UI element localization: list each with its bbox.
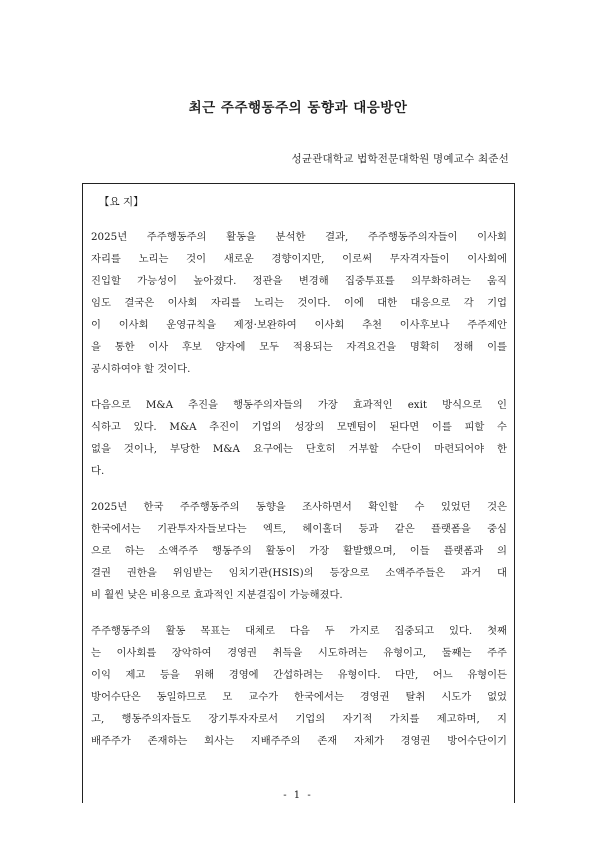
text-line: 이 이사회 운영규칙을 제정·보완하여 이사회 추천 이사후보나 주주제안 bbox=[91, 319, 507, 331]
text-line: 주주행동주의 활동 목표는 대체로 다음 두 가지로 집중되고 있다. 첫째 bbox=[91, 625, 507, 637]
text-line: 결권 권한을 위임받는 임치기관(HSIS)의 등장으로 소액주주들은 과거 대 bbox=[91, 567, 507, 579]
text-line: 자리를 노리는 것이 새로운 경향이지만, 이로써 무자격자들이 이사회에 bbox=[91, 253, 507, 265]
paragraph-1 bbox=[91, 226, 507, 380]
page-number: - 1 - bbox=[283, 790, 313, 801]
summary-paragraphs bbox=[91, 226, 507, 766]
text-line: 으로 하는 소액주주 행동주의 활동이 가장 활발했으며, 이들 플랫폼과 의 bbox=[91, 545, 507, 557]
text-line: 다. bbox=[91, 465, 105, 477]
text-line: 진입할 가능성이 높아졌다. 정관을 변경해 집중투표를 의무화하려는 움직 bbox=[91, 275, 507, 287]
paragraph-3 bbox=[91, 496, 507, 606]
text-line: 방어수단은 동일하므로 모 교수가 한국에서는 경영권 탈취 시도가 없었 bbox=[91, 691, 507, 703]
paragraph-2 bbox=[91, 394, 507, 482]
paragraph-4 bbox=[91, 620, 507, 752]
summary-box bbox=[82, 183, 515, 803]
text-line: 다음으로 M&A 추진을 행동주의자들의 가장 효과적인 exit 방식으로 인 bbox=[91, 399, 507, 411]
text-line: 임도 결국은 이사회 자리를 노리는 것이다. 이에 대한 대응으로 각 기업 bbox=[91, 297, 507, 309]
text-line: 2025년 한국 주주행동주의 동향을 조사하면서 확인할 수 있었던 것은 bbox=[91, 501, 507, 513]
text-line: 고, 행동주의자들도 장기투자자로서 기업의 자기적 가치를 제고하며, 지 bbox=[91, 713, 507, 725]
author-line: 성균관대학교 법학전문대학원 명예교수 최준선 bbox=[291, 153, 509, 165]
text-line: 이익 제고 등을 위해 경영에 간섭하려는 유형이다. 다만, 어느 유형이든 bbox=[91, 669, 507, 681]
summary-heading: 【요 지】 bbox=[99, 196, 144, 208]
text-line: 없을 것이나, 부당한 M&A 요구에는 단호히 거부할 수단이 마련되어야 한 bbox=[91, 443, 507, 455]
text-line: 한국에서는 기관투자자들보다는 엑트, 헤이홀더 등과 같은 플랫폼을 중심 bbox=[91, 523, 507, 535]
text-line: 비 훨씬 낮은 비용으로 효과적인 지분결집이 가능해졌다. bbox=[91, 589, 343, 601]
document-title: 최근 주주행동주의 동향과 대응방안 bbox=[188, 100, 408, 116]
text-line: 배주주가 존재하는 회사는 지배주주의 존재 자체가 경영권 방어수단이기 bbox=[91, 735, 507, 747]
text-line: 공시하여야 할 것이다. bbox=[91, 363, 191, 375]
text-line: 식하고 있다. M&A 추진이 기업의 성장의 모멘텀이 된다면 이를 피할 수 bbox=[91, 421, 507, 433]
text-line: 는 이사회를 장악하여 경영권 취득을 시도하려는 유형이고, 둘째는 주주 bbox=[91, 647, 507, 659]
text-line: 2025년 주주행동주의 활동을 분석한 결과, 주주행동주의자들이 이사회 bbox=[91, 231, 507, 243]
text-line: 을 통한 이사 후보 양자에 모두 적용되는 자격요건을 명확히 정해 이를 bbox=[91, 341, 507, 353]
